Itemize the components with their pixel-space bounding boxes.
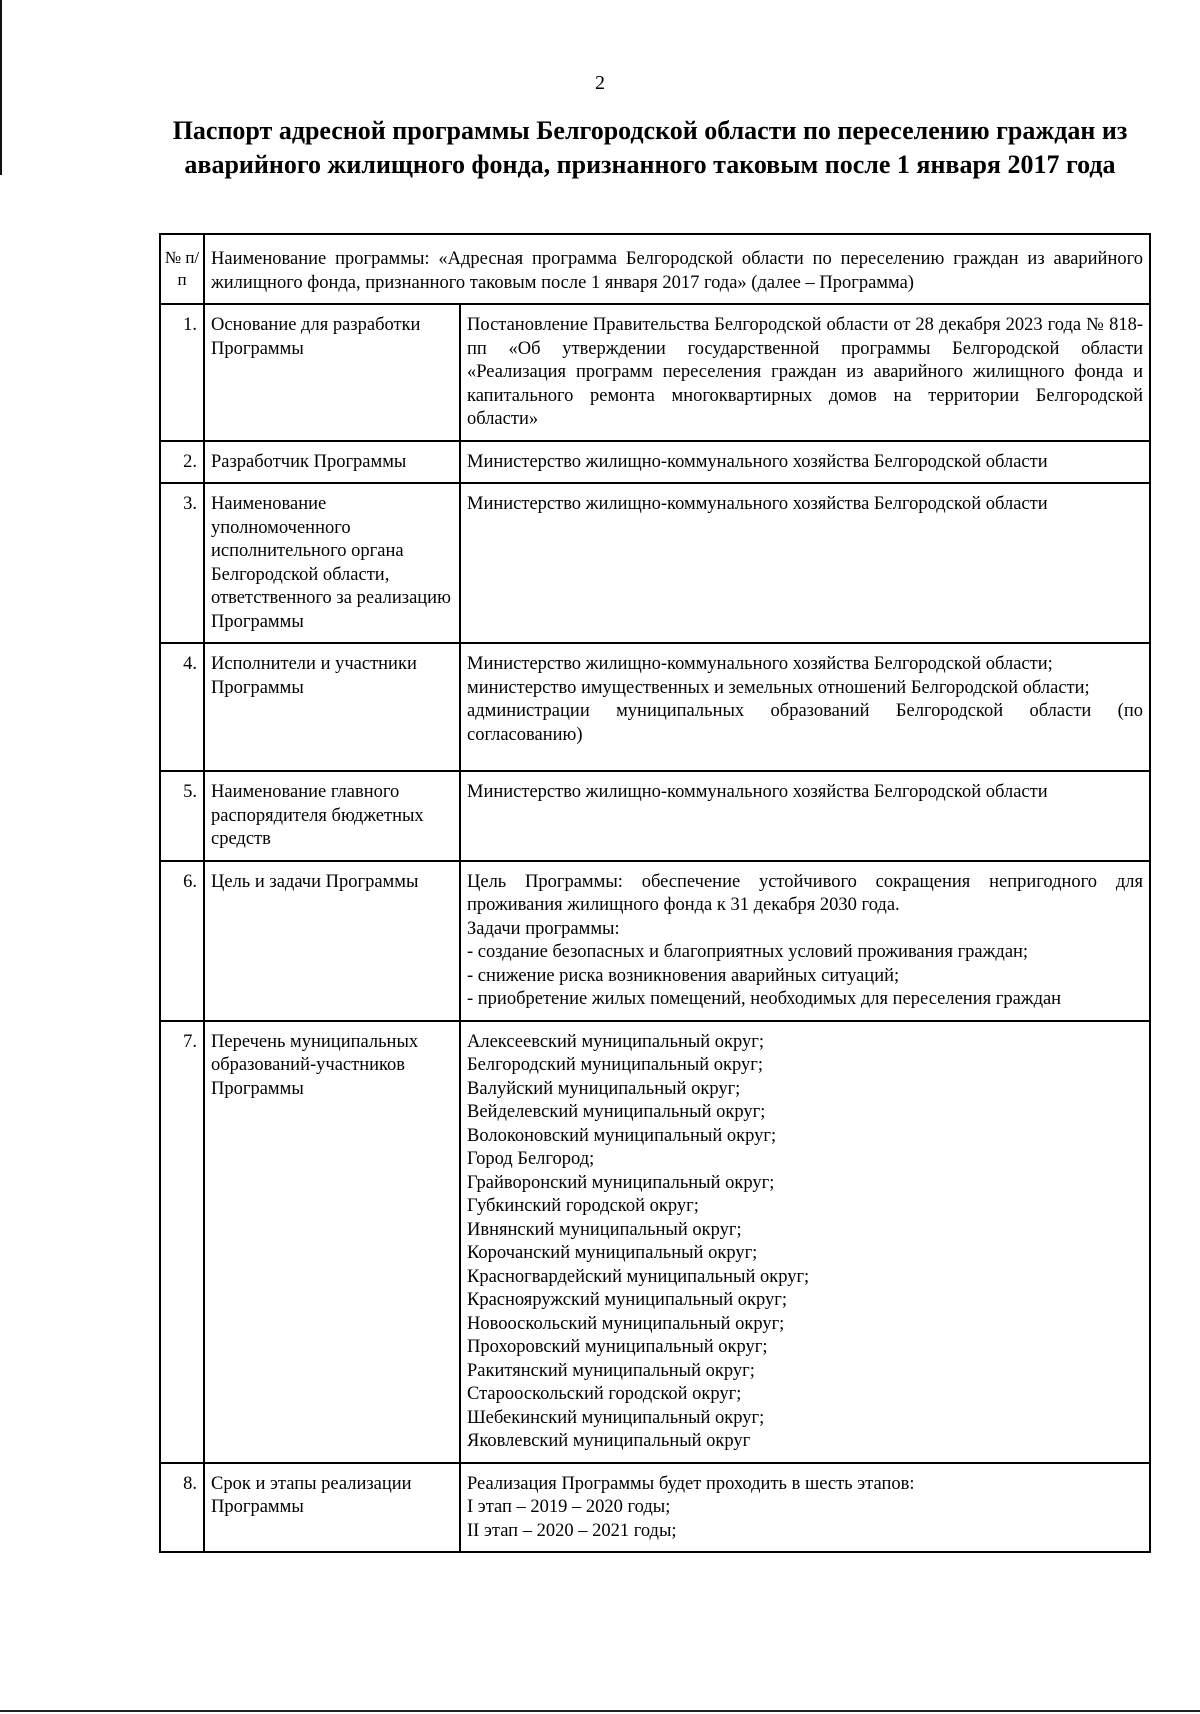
row-number-cell: 8. [160,1463,204,1553]
value-line: Прохоровский муниципальный округ; [467,1337,768,1357]
value-line: Яковлевский муниципальный округ [467,1431,751,1451]
row-label-cell: Основание для разработки Программы [204,304,460,441]
passport-table [159,233,1151,1553]
row-value-cell [460,861,1150,1021]
row-value-cell [460,771,1150,861]
passport-table-body [160,234,1150,1552]
table-row [160,304,1150,441]
header-num-cell: № п/п [160,234,204,304]
value-line: администрации муниципальных образований Белгородской области (по согласованию) [467,701,1143,745]
header-program-name-cell: Наименование программы: «Адресная программа Белгородской области по переселению граждан из аварийного жилищного фонда, признанного таковым после 1 января 2017 года» (далее – Программа) [204,234,1150,304]
row-value-cell [460,304,1150,441]
row-value-cell [460,643,1150,771]
table-row [160,441,1150,484]
table-row [160,861,1150,1021]
value-line: Волоконовский муниципальный округ; [467,1125,777,1146]
row-label-cell: Цель и задачи Программы [204,861,460,1021]
scan-bottom-line [0,1710,1200,1712]
value-line: Министерство жилищно-коммунального хозяйства Белгородской области; [467,654,1053,674]
value-line: - снижение риска возникновения аварийных ситуаций; [467,965,900,986]
table-row [160,483,1150,643]
table-row [160,771,1150,861]
row-number-cell: 7. [160,1021,204,1463]
row-label-cell: Исполнители и участники Программы [204,643,460,771]
value-line: Постановление Правительства Белгородской области от 28 декабря 2023 года № 818-пп «Об утверждении государственной программы Белгородской области «Реализация программ переселения граждан из аварийного жилищного фонда и капитального ремонта многоквартирных домов на территории Белгородской области» [467,315,1143,429]
value-line: Грайворонский муниципальный округ; [467,1172,775,1193]
value-line: Министерство жилищно-коммунального хозяйства Белгородской области [467,782,1048,802]
row-label-cell: Наименование главного распорядителя бюджетных средств [204,771,460,861]
row-number-cell: 4. [160,643,204,771]
row-value-cell [460,1021,1150,1463]
value-line: Красногвардейский муниципальный округ; [467,1266,810,1287]
row-label-cell: Срок и этапы реализации Программы [204,1463,460,1553]
row-value-cell [460,1463,1150,1553]
value-line: Старооскольский городской округ; [467,1384,742,1404]
value-line: Министерство жилищно-коммунального хозяйства Белгородской области [467,451,1048,472]
value-line: Министерство жилищно-коммунального хозяйства Белгородской области [467,494,1048,514]
value-line: - приобретение жилых помещений, необходимых для переселения граждан [467,989,1062,1009]
table-header-row [160,234,1150,304]
value-line: Корочанский муниципальный округ; [467,1243,758,1263]
value-line: Цель Программы: обеспечение устойчивого сокращения непригодного для проживания жилищного фонда к 31 декабря 2030 года. [467,871,1143,915]
value-line: Краснояружский муниципальный округ; [467,1290,787,1310]
value-line: Ивнянский муниципальный округ; [467,1219,742,1240]
value-line: Губкинский городской округ; [467,1196,699,1216]
value-line: Новооскольский муниципальный округ; [467,1313,785,1334]
page-number: 2 [595,72,605,94]
value-line: Задачи программы: [467,918,620,939]
document-title: Паспорт адресной программы Белгородской области по переселению граждан из аварийного жилищного фонда, признанного таковым после 1 января 2017 года [172,116,1128,179]
value-line: Вейделевский муниципальный округ; [467,1102,766,1122]
value-line: Алексеевский муниципальный округ; [467,1031,765,1052]
table-row [160,1021,1150,1463]
row-value-cell [460,441,1150,484]
value-line: Шебекинский муниципальный округ; [467,1407,765,1428]
row-label-cell: Наименование уполномоченного исполнительного органа Белгородской области, ответственного за реализацию Программы [204,483,460,643]
value-line: II этап – 2020 – 2021 годы; [467,1520,677,1541]
table-row [160,1463,1150,1553]
row-label-cell: Разработчик Программы [204,441,460,484]
row-value-cell [460,483,1150,643]
value-line: министерство имущественных и земельных отношений Белгородской области; [467,677,1090,698]
row-number-cell: 5. [160,771,204,861]
row-number-cell: 3. [160,483,204,643]
row-number-cell: 1. [160,304,204,441]
row-label-cell: Перечень муниципальных образований-участников Программы [204,1021,460,1463]
row-number-cell: 6. [160,861,204,1021]
value-line: I этап – 2019 – 2020 годы; [467,1497,671,1517]
value-line: Валуйский муниципальный округ; [467,1078,741,1099]
value-line: Ракитянский муниципальный округ; [467,1360,755,1381]
value-line: Город Белгород; [467,1149,595,1169]
row-number-cell: 2. [160,441,204,484]
value-line: - создание безопасных и благоприятных условий проживания граждан; [467,942,1029,962]
table-row [160,643,1150,771]
value-line: Белгородский муниципальный округ; [467,1055,764,1075]
value-line: Реализация Программы будет проходить в шесть этапов: [467,1473,915,1494]
